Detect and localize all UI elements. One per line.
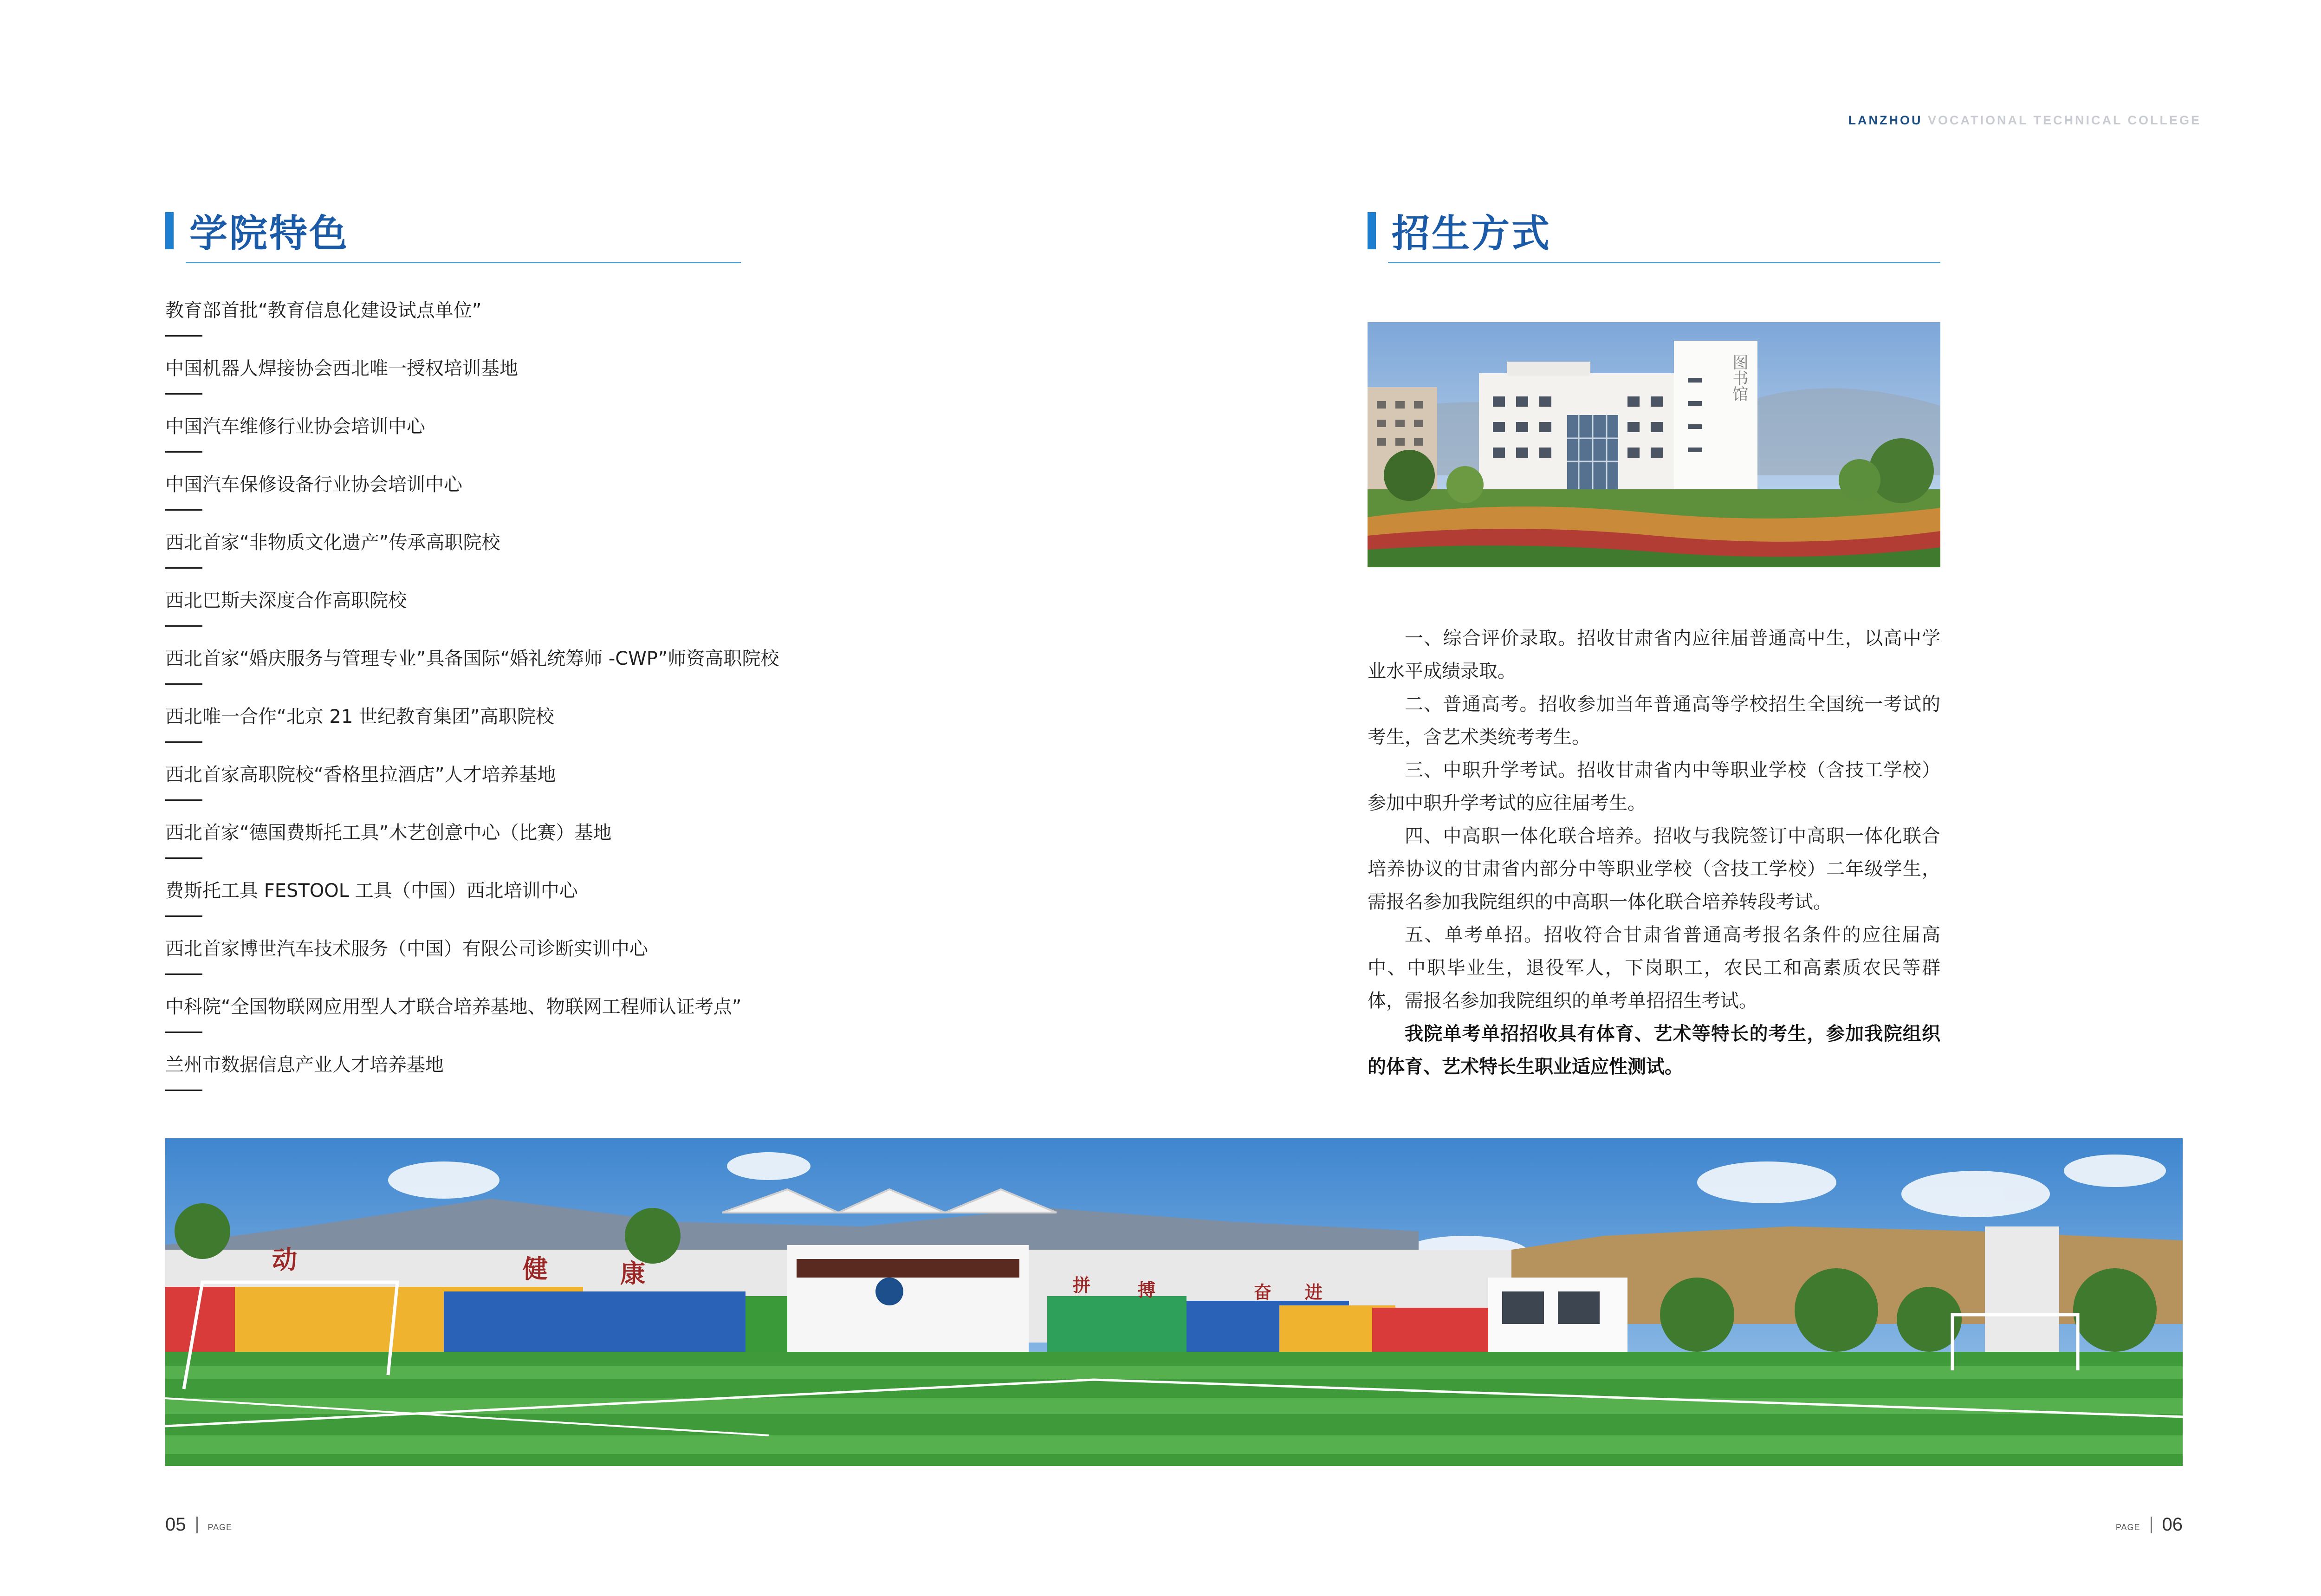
admission-text [1368, 622, 1940, 1083]
list-item [165, 471, 1047, 529]
building-sign: 图书馆 [1730, 354, 1748, 402]
feature-text: 西北首家“德国费斯托工具”木艺创意中心（比赛）基地 [165, 822, 612, 843]
feature-text: 西北首家博世汽车技术服务（中国）有限公司诊断实训中心 [165, 938, 648, 960]
list-item [165, 1051, 1047, 1109]
list-item [165, 935, 1047, 993]
list-item [165, 355, 1047, 413]
admission-paragraph: 五、单考单招。招收符合甘肃省普通高考报名条件的应往届高中、中职毕业生，退役军人，下岗职工，农民工和高素质农民等群体，需报名参加我院组织的单考单招招生考试。 [1368, 924, 1940, 1012]
list-item [165, 761, 1047, 819]
page-word: PAGE [207, 1523, 233, 1532]
admission-paragraph: 二、普通高考。招收参加当年普通高等学校招生全国统一考试的考生，含艺术类统考考生。 [1368, 694, 1940, 748]
feature-text: 中国汽车保修设备行业协会培训中心 [165, 474, 462, 495]
list-item [165, 645, 1047, 703]
page-number-left [165, 1514, 232, 1535]
feature-text: 中国汽车维修行业协会培训中心 [165, 416, 425, 437]
features-list [165, 297, 1047, 1109]
banner-char: 进 [1305, 1282, 1323, 1303]
item-dash [165, 915, 202, 917]
admission-paragraph: 四、中高职一体化联合培养。招收与我院签订中高职一体化联合培养协议的甘肃省内部分中等职业学校（含技工学校）二年级学生，需报名参加我院组织的中高职一体化联合培养转段考试。 [1368, 825, 1940, 913]
brand-lanzhou: LANZHOU [1848, 113, 1923, 127]
page-num-05: 05 [165, 1514, 186, 1535]
admission-paragraph: 三、中职升学考试。招收甘肃省内中等职业学校（含技工学校）参加中职升学考试的应往届考生。 [1368, 759, 1940, 814]
page-number-right [2116, 1514, 2183, 1535]
item-dash [165, 799, 202, 801]
page-separator [196, 1517, 198, 1533]
feature-text: 西北唯一合作“北京 21 世纪教育集团”高职院校 [165, 706, 554, 727]
item-dash [165, 567, 202, 569]
item-dash [165, 1090, 202, 1091]
feature-text: 西北首家高职院校“香格里拉酒店”人才培养基地 [165, 764, 556, 785]
list-item [165, 529, 1047, 587]
list-item [165, 703, 1047, 761]
page-separator [2151, 1517, 2152, 1533]
feature-text: 中国机器人焊接协会西北唯一授权培训基地 [165, 358, 518, 379]
item-dash [165, 625, 202, 627]
admission-divider [1388, 262, 1940, 263]
page-num-06: 06 [2162, 1514, 2183, 1535]
list-item [165, 587, 1047, 645]
features-heading [165, 203, 349, 258]
feature-text: 兰州市数据信息产业人才培养基地 [165, 1054, 444, 1076]
features-title: 学院特色 [189, 212, 350, 256]
item-dash [165, 1032, 202, 1033]
banner-char: 拼 [1073, 1275, 1091, 1296]
list-item [165, 413, 1047, 471]
item-dash [165, 973, 202, 975]
list-item [165, 993, 1047, 1051]
item-dash [165, 335, 202, 337]
item-dash [165, 857, 202, 859]
item-dash [165, 741, 202, 743]
feature-text: 西北巴斯夫深度合作高职院校 [165, 590, 407, 611]
feature-text: 教育部首批“教育信息化建设试点单位” [165, 300, 482, 321]
admission-heading [1368, 203, 1551, 258]
banner-char: 康 [620, 1259, 645, 1288]
item-dash [165, 683, 202, 685]
admission-paragraph: 一、综合评价录取。招收甘肃省内应往届普通高中生，以高中学业水平成绩录取。 [1368, 628, 1940, 682]
item-dash [165, 451, 202, 453]
item-dash [165, 393, 202, 395]
list-item [165, 297, 1047, 355]
feature-text: 费斯托工具 FESTOOL 工具（中国）西北培训中心 [165, 880, 578, 902]
list-item [165, 819, 1047, 877]
feature-text: 中科院“全国物联网应用型人才联合培养基地、物联网工程师认证考点” [165, 996, 742, 1018]
banner-char: 健 [523, 1254, 548, 1284]
library-building-photo [1368, 322, 1940, 567]
features-divider [186, 262, 741, 263]
heading-accent-bar [165, 212, 174, 249]
banner-char: 搏 [1138, 1280, 1156, 1300]
banner-char: 奋 [1254, 1282, 1272, 1303]
brand-subtitle: VOCATIONAL TECHNICAL COLLEGE [1927, 113, 2201, 127]
admission-title: 招生方式 [1392, 212, 1552, 256]
admission-note-bold: 我院单考单招招收具有体育、艺术等特长的考生，参加我院组织的体育、艺术特长生职业适应性测试。 [1368, 1023, 1940, 1077]
banner-char: 动 [272, 1245, 297, 1274]
list-item [165, 877, 1047, 935]
heading-accent-bar [1368, 212, 1376, 249]
feature-text: 西北首家“非物质文化遗产”传承高职院校 [165, 532, 500, 553]
page-word: PAGE [2115, 1523, 2140, 1532]
stadium-panorama-photo [165, 1138, 2183, 1466]
college-brand-header [1848, 113, 2201, 128]
feature-text: 西北首家“婚庆服务与管理专业”具备国际“婚礼统筹师 -CWP”师资高职院校 [165, 648, 779, 669]
item-dash [165, 509, 202, 511]
